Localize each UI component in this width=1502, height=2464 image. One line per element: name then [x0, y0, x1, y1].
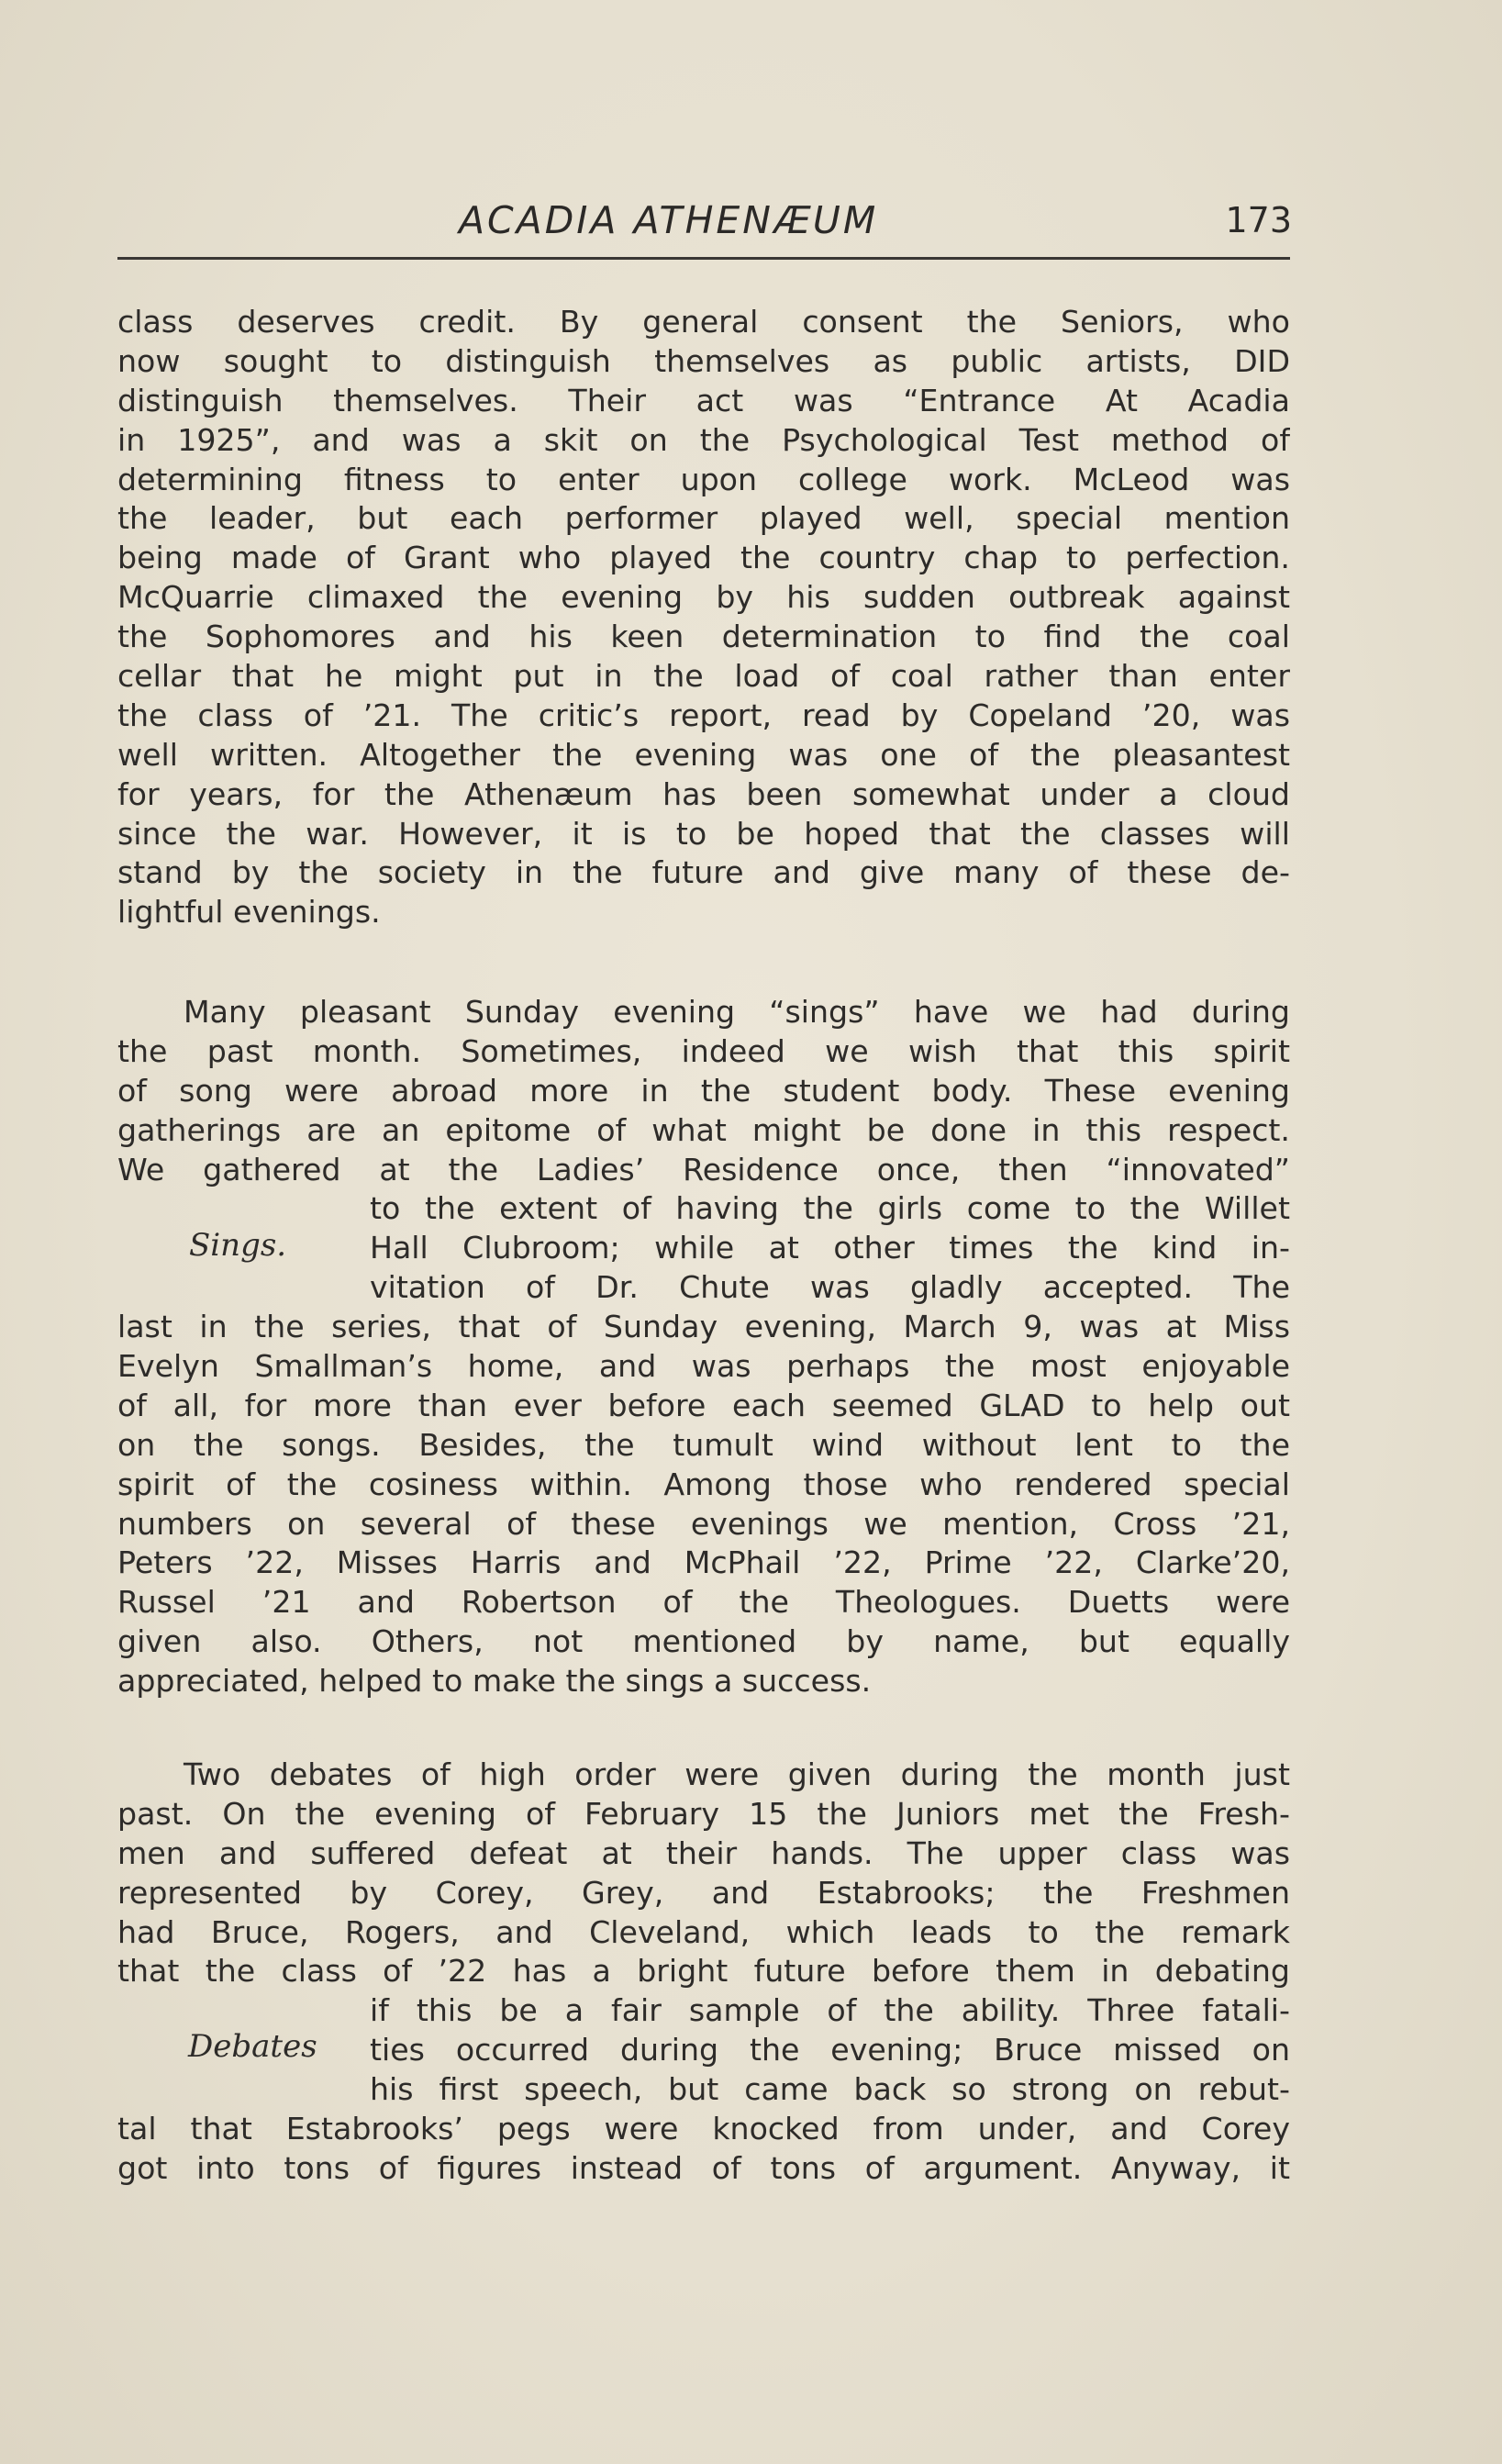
- text-line: on the songs. Besides, the tumult wind without lent to the: [117, 1426, 1290, 1463]
- text-line: class deserves credit. By general consent the Seniors, who: [117, 304, 1290, 340]
- text-line: if this be a fair sample of the ability. Three fatali-: [370, 1992, 1290, 2029]
- paragraph-sings: [117, 993, 1290, 1701]
- running-header: [117, 195, 1292, 250]
- text-line: gatherings are an epitome of what might be done in this respect.: [117, 1111, 1290, 1148]
- text-line: the class of ’21. The critic’s report, read by Copeland ’20, was: [117, 697, 1290, 733]
- text-line: distinguish themselves. Their act was “Entrance At Acadia: [117, 382, 1290, 418]
- text-line: in 1925”, and was a skit on the Psychological Test method of: [117, 421, 1290, 458]
- text-line: spirit of the cosiness within. Among those who rendered special: [117, 1466, 1290, 1502]
- page-number: 173: [1225, 200, 1292, 240]
- text-line: cellar that he might put in the load of coal rather than enter: [117, 658, 1290, 695]
- text-line: given also. Others, not mentioned by name, but equally: [117, 1623, 1290, 1660]
- text-line: appreciated, helped to make the sings a success.: [117, 1663, 872, 1700]
- text-line: Russel ’21 and Robertson of the Theologues. Duetts were: [117, 1584, 1290, 1621]
- text-line: that the class of ’22 has a bright future before them in debating: [117, 1953, 1290, 1990]
- text-line: Evelyn Smallman’s home, and was perhaps the most enjoyable: [117, 1348, 1290, 1385]
- text-line: the Sophomores and his keen determination to find the coal: [117, 619, 1290, 655]
- side-heading-debates: Debates: [188, 2028, 317, 2065]
- text-line: to the extent of having the girls come to the Willet: [370, 1190, 1290, 1227]
- text-line: well written. Altogether the evening was one of the pleasantest: [117, 736, 1290, 773]
- text-line: McQuarrie climaxed the evening by his sudden outbreak against: [117, 579, 1290, 616]
- paragraph-athenaeum: [117, 303, 1290, 932]
- text-line: Many pleasant Sunday evening “sings” have we had during: [184, 994, 1290, 1030]
- text-line: tal that Estabrooks’ pegs were knocked from under, and Corey: [117, 2111, 1290, 2147]
- text-line: determining fitness to enter upon college work. McLeod was: [117, 461, 1290, 497]
- text-line: of song were abroad more in the student body. These evening: [117, 1072, 1290, 1109]
- text-line: past. On the evening of February 15 the Juniors met the Fresh-: [117, 1795, 1290, 1832]
- text-line: Peters ’22, Misses Harris and McPhail ’22, Prime ’22, Clarke’20,: [117, 1544, 1290, 1581]
- text-line: his first speech, but came back so strong on rebut-: [370, 2071, 1290, 2108]
- text-line: got into tons of figures instead of tons of argument. Anyway, it: [117, 2149, 1290, 2186]
- text-line: of all, for more than ever before each seemed GLAD to help out: [117, 1387, 1290, 1423]
- text-line: Hall Clubroom; while at other times the kind in-: [370, 1230, 1290, 1266]
- text-line: being made of Grant who played the country chap to perfection.: [117, 540, 1290, 576]
- paragraph-debates: [117, 1756, 1290, 2189]
- text-line: the past month. Sometimes, indeed we wish that this spirit: [117, 1032, 1290, 1069]
- journal-title: ACADIA ATHENÆUM: [459, 198, 879, 242]
- text-line: vitation of Dr. Chute was gladly accepted. The: [370, 1269, 1290, 1306]
- text-line: had Bruce, Rogers, and Cleveland, which leads to the remark: [117, 1913, 1290, 1950]
- text-line: stand by the society in the future and give many of these de-: [117, 854, 1290, 891]
- text-line: numbers on several of these evenings we mention, Cross ’21,: [117, 1505, 1290, 1542]
- text-line: since the war. However, it is to be hoped that the classes will: [117, 815, 1290, 852]
- text-line: last in the series, that of Sunday evening, March 9, was at Miss: [117, 1309, 1290, 1345]
- text-line: represented by Corey, Grey, and Estabrooks; the Freshmen: [117, 1874, 1290, 1911]
- header-rule: [117, 257, 1290, 260]
- text-line: lightful evenings.: [117, 894, 381, 931]
- text-line: men and suffered defeat at their hands. The upper class was: [117, 1834, 1290, 1871]
- text-line: Two debates of high order were given during the month just: [184, 1756, 1290, 1792]
- text-line: for years, for the Athenæum has been somewhat under a cloud: [117, 775, 1290, 812]
- text-line: We gathered at the Ladies’ Residence once, then “innovated”: [117, 1151, 1290, 1187]
- side-heading-sings: Sings.: [189, 1227, 287, 1264]
- text-line: ties occurred during the evening; Bruce missed on: [370, 2032, 1290, 2068]
- text-line: now sought to distinguish themselves as public artists, DID: [117, 342, 1290, 379]
- text-line: the leader, but each performer played well, special mention: [117, 500, 1290, 537]
